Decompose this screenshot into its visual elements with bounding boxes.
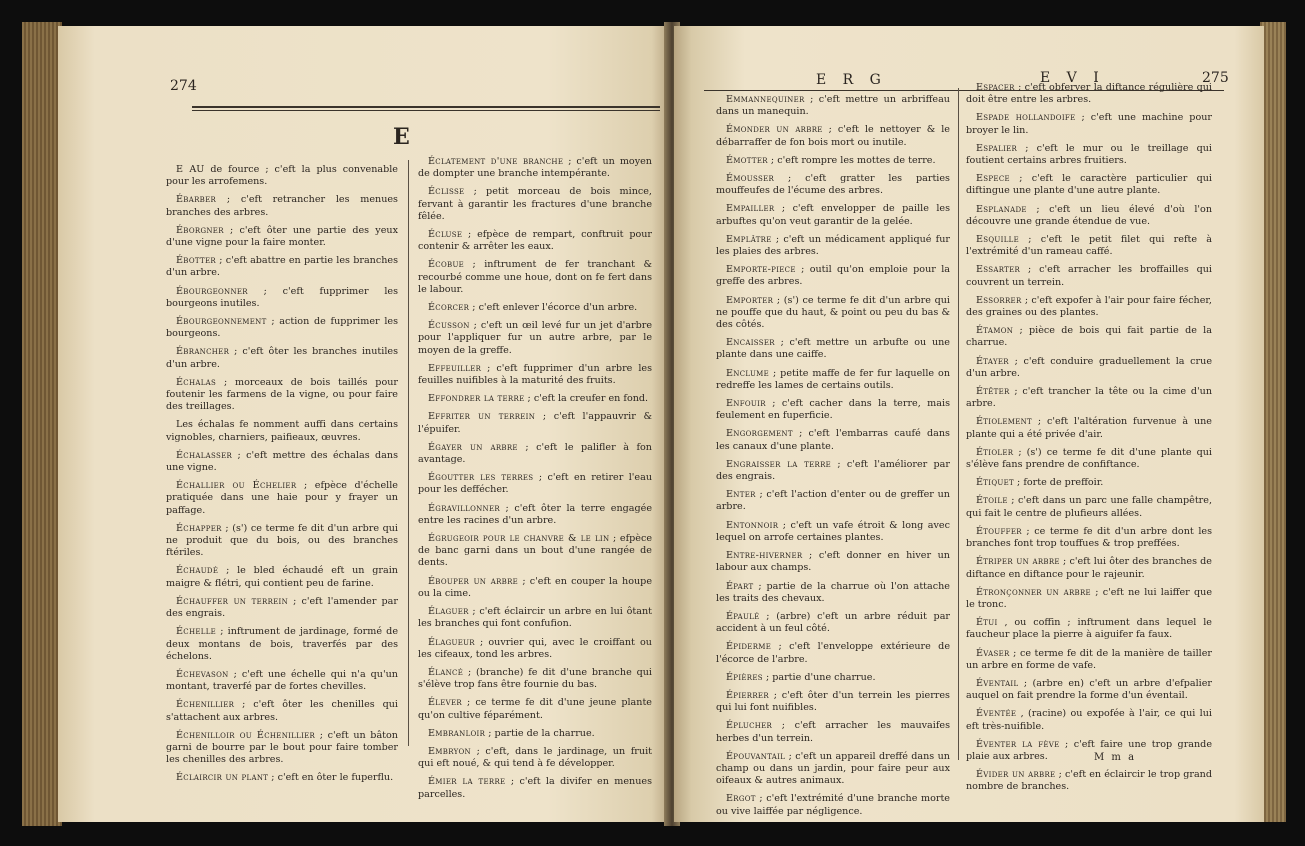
dictionary-entry <box>166 669 398 693</box>
entry-headword: Éventer la fève <box>976 738 1060 750</box>
header-rule <box>192 106 660 108</box>
entry-definition: ; c'eft expofer à l'air pour faire fécher, des graines ou des plantes. <box>966 294 1212 319</box>
dictionary-entry <box>418 776 652 800</box>
entry-headword: Empailler <box>726 203 775 215</box>
entry-headword: Échalasser <box>176 449 233 461</box>
entry-headword: Enter <box>726 489 756 501</box>
entry-headword: Échelle <box>176 626 217 638</box>
entry-headword: Échenillier <box>176 699 235 711</box>
entry-definition: ; efpèce d'échelle pratiquée dans une haie pour y frayer un paffage. <box>166 480 398 516</box>
entry-headword: Ébouper un arbre <box>428 575 519 587</box>
dictionary-entry <box>418 637 652 661</box>
entry-definition: ; c'eft fupprimer les bourgeons inutiles. <box>166 285 398 309</box>
dictionary-entry <box>418 259 652 296</box>
entry-headword: Étui <box>976 617 998 629</box>
entry-definition: ; c'eft un bâton garni de bourre par le bout pour faire tomber les chenilles des arbres. <box>166 729 398 766</box>
right-column-2 <box>966 82 1212 800</box>
entry-definition: ; c'eft un médicament appliqué fur les plaies des arbres. <box>716 233 950 258</box>
dictionary-entry <box>418 746 652 770</box>
entry-definition: , ou coffin ; inftrument dans lequel le faucheur place la pierre à aiguifer fa faux. <box>966 617 1212 641</box>
entry-headword: Éborgner <box>176 224 224 236</box>
dictionary-entry <box>716 690 950 714</box>
dictionary-entry <box>966 264 1212 288</box>
entry-definition: ; (s') ce terme fe dit d'une plante qui s'élève fans prendre de confiftance. <box>966 446 1212 471</box>
entry-headword: Étayer <box>976 355 1009 367</box>
entry-headword: Éventée <box>976 708 1017 720</box>
page-number: 275 <box>1202 70 1229 86</box>
dictionary-entry <box>166 194 398 218</box>
entry-headword: Évider un arbre <box>976 769 1056 781</box>
entry-headword: Engraisser la terre <box>726 458 832 470</box>
entry-definition: ; c'eft en ôter le fuperflu. <box>271 772 394 784</box>
entry-definition: ; c'eft ôter la terre engagée entre les racines d'un arbre. <box>418 502 652 526</box>
dictionary-entry <box>418 697 652 721</box>
running-header-left: E R G <box>816 72 887 88</box>
entry-definition: ; c'eft le caractère particulier qui diftingue une plante d'une autre plante. <box>966 173 1212 197</box>
dictionary-entry <box>966 769 1212 793</box>
entry-headword: Ébourgeonnement <box>176 316 267 328</box>
entry-headword: Entre-hiverner <box>726 550 803 562</box>
entry-definition: ; c'eft un lieu élevé d'où l'on découvre une grande étendue de vue. <box>966 203 1212 227</box>
dictionary-entry <box>966 234 1212 258</box>
entry-definition: ; c'eft ôter les branches inutiles d'un arbre. <box>166 346 398 370</box>
entry-definition: ; c'eft le nettoyer & le débarraffer de fon bois mort ou inutile. <box>716 124 950 148</box>
entry-headword: Élaguer <box>428 606 469 618</box>
entry-headword: Encaisser <box>726 337 775 349</box>
dictionary-entry <box>418 156 652 180</box>
dictionary-entry <box>716 489 950 513</box>
entry-definition: ; c'eft le petit filet qui refte à l'extrémité d'un rameau caffé. <box>966 234 1212 258</box>
entry-headword: Effeuiller <box>428 362 482 374</box>
entry-headword: Essorrer <box>976 294 1022 306</box>
entry-headword: Éclatement d'une branche <box>428 156 564 167</box>
entry-headword: Échaudé <box>176 565 219 577</box>
dictionary-entry <box>166 565 398 589</box>
entry-definition: ; c'eft retrancher les menues branches des arbres. <box>166 194 398 218</box>
entry-headword: E <box>176 164 184 175</box>
entry-headword: Éplucher <box>726 720 773 732</box>
dictionary-entry <box>166 626 398 663</box>
dictionary-entry <box>716 581 950 605</box>
dictionary-entry <box>716 611 950 635</box>
entry-definition: ; c'eft éclaircir un arbre en lui ôtant les branches qui font confufion. <box>418 606 652 630</box>
entry-definition: ; c'eft donner en hiver un labour aux champs. <box>716 550 950 574</box>
dictionary-entry <box>966 708 1212 732</box>
entry-headword: Entonnoir <box>726 519 779 531</box>
dictionary-entry <box>166 699 398 723</box>
dictionary-entry <box>716 459 950 483</box>
dictionary-entry <box>166 450 398 474</box>
dictionary-entry <box>966 204 1212 228</box>
entry-definition: ; c'eft l'altération furvenue à une plante qui a été privée d'air. <box>966 416 1212 440</box>
entry-definition: ; c'eft l'action d'enter ou de greffer un arbre. <box>716 489 950 513</box>
dictionary-entry <box>716 155 950 167</box>
dictionary-entry <box>966 173 1212 197</box>
entry-headword: Emporte-piece <box>726 264 796 276</box>
entry-headword: Épouvantail <box>726 750 786 762</box>
dictionary-entry <box>966 295 1212 319</box>
entry-headword: Émonder un arbre <box>726 124 823 136</box>
entry-headword: Ébrancher <box>176 346 230 358</box>
entry-definition: ; outil qu'on emploie pour la greffe des arbres. <box>716 264 950 288</box>
entry-definition: ; c'eft ôter une partie des yeux d'une vigne pour la faire monter. <box>166 224 398 249</box>
dictionary-entry <box>716 428 950 452</box>
entry-headword: Espalier <box>976 142 1018 154</box>
entry-definition: ; c'eft une échelle qui n'a qu'un montant, traverfé par de fortes chevilles. <box>166 668 398 693</box>
entry-headword: Écorcer <box>428 302 470 314</box>
entry-definition: ; c'eft en couper la houpe ou la cime. <box>418 575 652 599</box>
entry-definition: ; c'eft faire une trop grande plaie aux arbres. <box>966 738 1212 762</box>
entry-definition: ; partie de la charrue. <box>488 727 595 739</box>
entry-headword: Embryon <box>428 745 471 757</box>
dictionary-entry <box>966 678 1212 702</box>
entry-definition: ; (arbre) c'eft un arbre réduit par accident à un feul côté. <box>716 610 950 635</box>
entry-definition: ; c'eft le palifler à fon avantage. <box>418 441 652 466</box>
dictionary-entry <box>418 320 652 357</box>
dictionary-entry <box>716 295 950 332</box>
entry-definition: ; c'eft dans un parc une falle champêtre, qui fait le centre de plufieurs allées. <box>966 495 1212 519</box>
entry-definition: ; c'eft arracher les mauvaifes herbes d'un terrein. <box>716 720 950 744</box>
dictionary-entry <box>966 495 1212 519</box>
entry-definition: ; partie de la charrue où l'on attache les traits des chevaux. <box>716 580 950 604</box>
dictionary-entry <box>716 203 950 227</box>
entry-definition: ; c'eft enlever l'écorce d'un arbre. <box>472 302 638 314</box>
entry-definition: ; c'eft obferver la diftance régulière qui doit être entre les arbres. <box>966 82 1212 106</box>
entry-headword: Émotter <box>726 154 768 166</box>
column-divider <box>958 88 959 760</box>
entry-headword: Émier la terre <box>428 776 506 788</box>
dictionary-entry <box>716 398 950 422</box>
entry-definition: ; efpèce de rempart, conftruit pour contenir & arrêter les eaux. <box>418 229 652 253</box>
entry-definition: ; c'eft mettre des échalas dans une vigne. <box>166 449 398 474</box>
entry-headword: Écobue <box>428 259 465 271</box>
entry-headword: Épart <box>726 580 754 592</box>
dictionary-entry <box>418 533 652 570</box>
entry-headword: Échauffer un terrein <box>176 595 289 607</box>
entry-definition: ; morceaux de bois taillés pour foutenir les farmens de la vigne, ou pour faire des treillages. <box>166 376 398 413</box>
entry-definition: ; (branche) fe dit d'une branche qui s'élève trop fans être fournie du bas. <box>418 666 652 691</box>
entry-definition: ; action de fupprimer les bourgeons. <box>166 316 398 340</box>
entry-headword: Ébourgeonner <box>176 285 248 297</box>
entry-headword: Échalas <box>176 376 217 388</box>
entry-definition: ; c'eft trancher la tête ou la cime d'un arbre. <box>966 386 1212 410</box>
entry-headword: Écusson <box>428 320 470 332</box>
entry-definition: ; c'eft l'embarras caufé dans les canaux d'une plante. <box>716 428 950 452</box>
dictionary-entry <box>166 377 398 414</box>
dictionary-entry <box>166 164 398 188</box>
entry-definition: ; c'eft un vafe étroit & long avec lequel on arrofe certaines plantes. <box>716 519 950 543</box>
dictionary-entry <box>418 472 652 496</box>
dictionary-entry <box>716 793 950 817</box>
entry-headword: Éventail <box>976 677 1019 689</box>
entry-definition: ; c'eft lui ôter des branches de diftance en diftance pour le rajeunir. <box>966 556 1212 580</box>
dictionary-entry <box>966 356 1212 380</box>
column-divider <box>408 160 409 746</box>
entry-definition: ; c'eft en retirer l'eau pour les deffécher. <box>418 472 652 496</box>
entry-headword: Étoile <box>976 495 1008 507</box>
entry-headword: Égayer un arbre <box>428 441 518 453</box>
dictionary-entry <box>966 325 1212 349</box>
dictionary-entry <box>418 229 652 253</box>
entry-headword: Effriter un terrein <box>428 411 536 423</box>
entry-definition: ; c'eft l'amender par des engrais. <box>166 595 398 620</box>
entry-headword: Étriper un arbre <box>976 556 1060 568</box>
dictionary-entry <box>716 264 950 288</box>
entry-definition: , (racine) ou expofée à l'air, ce qui lui eft très-nuifible. <box>966 708 1212 732</box>
entry-definition: ; ce terme fe dit de la manière de tailler un arbre en forme de vafe. <box>966 647 1212 671</box>
left-column-2 <box>418 156 652 807</box>
dictionary-entry <box>716 124 950 148</box>
page-number: 274 <box>170 78 197 94</box>
dictionary-entry <box>716 550 950 574</box>
entry-definition: ; c'eft ôter les chenilles qui s'attachent aux arbres. <box>166 699 398 723</box>
entry-definition: ; c'eft le mur ou le treillage qui foutient certains arbres fruitiers. <box>966 142 1212 167</box>
entry-headword: Ébarber <box>176 194 217 206</box>
entry-headword: Échenilloir ou Échenillier <box>176 729 316 741</box>
dictionary-entry <box>966 587 1212 611</box>
entry-definition: ; c'eft cacher dans la terre, mais feulement en fuperficie. <box>716 398 950 422</box>
dictionary-entry <box>716 234 950 258</box>
dictionary-entry <box>418 576 652 600</box>
entry-definition: ; petite maffe de fer fur laquelle on redreffe les lames de certains outils. <box>716 367 950 391</box>
entry-headword: Étioler <box>976 446 1014 458</box>
entry-headword: Embranloir <box>428 727 486 739</box>
entry-headword: Élancé <box>428 666 464 678</box>
left-page <box>58 26 670 822</box>
dictionary-entry <box>966 739 1212 763</box>
entry-headword: Émousser <box>726 173 775 185</box>
entry-definition: ; c'eft la divifer en menues parcelles. <box>418 776 652 800</box>
dictionary-entry <box>166 480 398 517</box>
dictionary-entry <box>166 730 398 767</box>
header-rule-thin <box>192 110 660 111</box>
dictionary-entry <box>166 225 398 249</box>
page-edges-left <box>22 22 62 826</box>
dictionary-entry <box>966 617 1212 641</box>
entry-headword: Enclume <box>726 367 770 379</box>
entry-definition: ; c'eft l'extrémité d'une branche morte ou vive laiffée par négligence. <box>716 793 950 817</box>
entry-headword: Étronçonner un arbre <box>976 586 1091 598</box>
entry-definition: ; partie d'une charrue. <box>765 671 876 683</box>
dictionary-entry <box>966 556 1212 580</box>
left-column-1 <box>166 164 398 791</box>
dictionary-entry <box>418 302 652 314</box>
dictionary-entry <box>966 143 1212 167</box>
entry-definition: ; c'eft, dans le jardinage, un fruit qui eft noué, & qui tend à fe développer. <box>418 745 652 770</box>
entry-headword: Emporter <box>726 294 774 306</box>
entry-headword: Ergot <box>726 793 756 805</box>
entry-headword: Égravillonner <box>428 502 500 514</box>
entry-headword: Effondrer la terre <box>428 393 525 405</box>
entry-headword: Étouffer <box>976 525 1022 537</box>
entry-headword: Éclaircir un plant <box>176 772 269 784</box>
entry-definition: ; c'eft ôter d'un terrein les pierres qui lui font nuifibles. <box>716 689 950 714</box>
dictionary-entry <box>966 386 1212 410</box>
entry-headword: Étêter <box>976 386 1010 398</box>
entry-definition: ; petit morceau de bois mince, fervant à garantir les fractures d'une branche fêlée. <box>418 186 652 222</box>
dictionary-entry <box>166 523 398 560</box>
entry-definition: ; ouvrier qui, avec le croiffant ou les cifeaux, tond les arbres. <box>418 636 652 660</box>
entry-headword: Espacer <box>976 82 1015 93</box>
entry-definition: ; inftrument de jardinage, formé de deux montans de bois, traverfés par des échelons. <box>166 626 398 662</box>
entry-headword: Engorgement <box>726 428 793 440</box>
dictionary-entry <box>418 728 652 740</box>
entry-headword: Égrugeoir pour le chanvre & le lin <box>428 533 610 545</box>
right-column-1 <box>716 94 950 822</box>
signature-mark: M m a <box>1094 752 1137 763</box>
dictionary-entry <box>716 94 950 118</box>
entry-definition: ; c'eft rompre les mottes de terre. <box>770 154 936 166</box>
entry-headword: Épières <box>726 671 763 683</box>
entry-definition: ; (s') ce terme fe dit d'un arbre qui ne pouffe que du haut, & point ou peu du bas & des côtés. <box>716 294 950 331</box>
entry-headword: Écluse <box>428 229 463 241</box>
dictionary-entry <box>166 316 398 340</box>
entry-definition: ; ce terme fe dit d'un arbre dont les branches font trop touffues & trop preffées. <box>966 525 1212 550</box>
entry-definition: ; c'eft un appareil dreffé dans un champ ou dans un jardin, pour faire peur aux oifeaux & autres animaux. <box>716 750 950 787</box>
entry-definition: ; pièce de bois qui fait partie de la charrue. <box>966 325 1212 349</box>
dictionary-entry <box>966 416 1212 440</box>
entry-definition: ; c'eft l'appauvrir & l'épuifer. <box>418 411 652 435</box>
entry-definition: ; c'eft abattre en partie les branches d'un arbre. <box>166 255 398 279</box>
dictionary-entry <box>166 346 398 370</box>
entry-headword: Espade hollandoife <box>976 112 1076 124</box>
entry-headword: Égoutter les terres <box>428 472 534 484</box>
dictionary-entry <box>966 82 1212 106</box>
entry-definition: ; le bled échaudé eft un grain maigre & flétri, qui contient peu de farine. <box>166 565 398 589</box>
entry-definition: ; c'eft en éclaircir le trop grand nombre de branches. <box>966 769 1212 793</box>
entry-headword: Enfouir <box>726 398 766 410</box>
dictionary-entry <box>716 337 950 361</box>
dictionary-entry <box>418 393 652 405</box>
dictionary-entry <box>166 419 398 443</box>
entry-definition: ; c'eft envelopper de paille les arbuftes qu'on veut garantir de la gelée. <box>716 203 950 227</box>
entry-headword: Étamon <box>976 325 1014 337</box>
dictionary-entry <box>716 368 950 392</box>
entry-headword: Étiolement <box>976 416 1033 428</box>
entry-headword: Épiderme <box>726 641 772 653</box>
entry-definition: ; efpèce de banc garni dans un bout d'une rangée de dents. <box>418 533 652 569</box>
dictionary-entry <box>166 772 398 784</box>
entry-headword: Épaulé <box>726 610 760 622</box>
entry-definition: ; inftrument de fer tranchant & recourbé comme une houe, dont on fe fert dans le labour. <box>418 259 652 295</box>
entry-definition: ; c'eft un œil levé fur un jet d'arbre pour l'appliquer fur un autre arbre, par le moyen de la greffe. <box>418 320 652 356</box>
entry-definition: ; c'eft la creufer en fond. <box>527 393 649 405</box>
entry-definition: ; ce terme fe dit d'une jeune plante qu'on cultive féparément. <box>418 697 652 721</box>
entry-definition: Les échalas fe nomment auffi dans certains vignobles, charniers, paifieaux, œuvres. <box>166 419 398 443</box>
entry-headword: Échevason <box>176 668 229 680</box>
entry-definition: ; c'eft un moyen de dompter une branche intempérante. <box>418 156 652 180</box>
dictionary-entry <box>966 112 1212 136</box>
entry-headword: Échallier ou Échelier <box>176 480 297 492</box>
dictionary-entry <box>166 596 398 620</box>
entry-headword: Élagueur <box>428 636 475 648</box>
entry-definition: ; (arbre en) c'eft un arbre d'efpalier auquel on fait prendre la forme d'un éventail. <box>966 677 1212 702</box>
entry-headword: Emplâtre <box>726 233 772 245</box>
entry-definition: ; c'eft arracher les broffailles qui couvrent un terrein. <box>966 264 1212 288</box>
dictionary-entry <box>418 411 652 435</box>
dictionary-entry <box>716 720 950 744</box>
entry-headword: Essarter <box>976 264 1021 276</box>
entry-headword: Élever <box>428 697 462 709</box>
dictionary-entry <box>418 667 652 691</box>
entry-definition: ; forte de preffoir. <box>1017 477 1104 489</box>
entry-headword: Esquille <box>976 234 1020 246</box>
dictionary-entry <box>966 447 1212 471</box>
dictionary-entry <box>716 173 950 197</box>
entry-definition: ; c'eft gratter les parties mouffeufes de l'écume des arbres. <box>716 173 950 197</box>
entry-headword: Espece <box>976 173 1010 185</box>
dictionary-entry <box>716 520 950 544</box>
entry-headword: Épierrer <box>726 689 769 701</box>
entry-definition: ; c'eft une machine pour broyer le lin. <box>966 112 1212 136</box>
entry-definition: ; c'eft l'enveloppe extérieure de l'écorce de l'arbre. <box>716 641 950 665</box>
dictionary-entry <box>418 503 652 527</box>
entry-headword: Étiquet <box>976 477 1014 489</box>
dictionary-entry <box>418 363 652 387</box>
entry-headword: Éclisse <box>428 186 465 198</box>
dictionary-entry <box>966 648 1212 672</box>
entry-headword: Emmannequiner <box>726 94 805 105</box>
entry-headword: Esplanade <box>976 203 1027 215</box>
dictionary-entry <box>418 442 652 466</box>
section-letter: E <box>393 124 410 150</box>
dictionary-entry <box>966 477 1212 489</box>
entry-definition: AU de fource ; c'eft la plus convenable pour les arrofemens. <box>166 164 398 188</box>
dictionary-entry <box>716 751 950 788</box>
entry-headword: Échapper <box>176 522 222 534</box>
dictionary-entry <box>966 526 1212 550</box>
entry-definition: ; c'eft mettre un arbufte ou une plante dans une caiffe. <box>716 337 950 361</box>
dictionary-entry <box>716 641 950 665</box>
running-header-right: E V I <box>1040 70 1105 86</box>
dictionary-entry <box>418 186 652 223</box>
entry-definition: ; (s') ce terme fe dit d'un arbre qui ne produit que du bois, ou des branches ftériles. <box>166 522 398 559</box>
entry-definition: ; c'eft l'améliorer par des engrais. <box>716 458 950 483</box>
entry-definition: ; c'eft ne lui laiffer que le tronc. <box>966 586 1212 610</box>
dictionary-entry <box>716 672 950 684</box>
dictionary-entry <box>418 606 652 630</box>
entry-headword: Évaser <box>976 647 1010 659</box>
dictionary-entry <box>166 255 398 279</box>
entry-definition: ; c'eft fupprimer d'un arbre les feuilles nuifibles à la maturité des fruits. <box>418 362 652 387</box>
dictionary-entry <box>166 286 398 310</box>
entry-definition: ; c'eft conduire graduellement la crue d'un arbre. <box>966 355 1212 379</box>
entry-headword: Ébotter <box>176 255 216 267</box>
entry-definition: ; c'eft mettre un arbriffeau dans un manequin. <box>716 94 950 118</box>
right-page <box>674 26 1264 822</box>
